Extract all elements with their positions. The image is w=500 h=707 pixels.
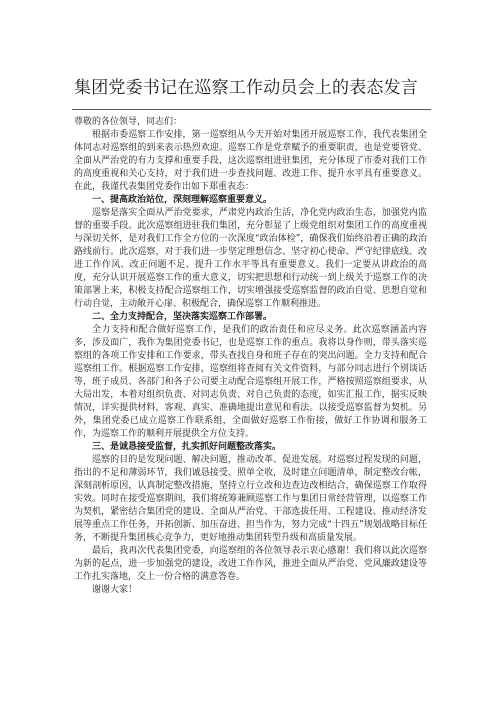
section-body-3: 巡察的目的是发现问题、解决问题，推动改革、促进发展。对巡察过程发现的问题，指出的不足和薄弱环节，我们诚恳接受、照单全收，及时建立问题清单，制定整改台帐，深刻剖析原因，认真制定整改措施，坚持立行立改和边查边改相结合，确保巡察工作取得实效。同时在接受巡察期间，我们将统筹兼顾巡察工作与集团日常经营管理，以巡察工作为契机，紧密结合集团党的建设、全面从严治党、干部选拔任用、工程建设、推动经济发展等重点工作任务，开拓创新、加压奋进、担当作为，努力完成“十四五”规划战略目标任务，不断提升集团核心竞争力，更好地推动集团转型升级和高质量发展。 (74, 455, 427, 543)
title-divider (72, 109, 431, 110)
conclusion-paragraph: 最后，我再次代表集团党委，向巡察组的各位领导表示衷心感谢！我们将以此次巡察为新的起点，进一步加强党的建设，改进工作作风，推进全面从严治党、党风廉政建设等工作扎实落地，交上一份合格的满意答卷。 (74, 546, 427, 582)
document-title: 集团党委书记在巡察工作动员会上的表态发言 (74, 78, 418, 98)
closing-line: 谢谢大家！ (92, 585, 138, 595)
section-body-1: 巡察是落实全面从严治党要求，严肃党内政治生活，净化党内政治生态，加强党内监督的重要手段。此次巡察组进驻我们集团，充分彰显了上级党组织对集团工作的高度重视与深切关怀，是对我们工作全方位的一次深度“政治体检”，确保我们始终沿着正确的政治路线前行。此次巡察，对于我们进一步坚定理想信念、坚守初心使命、严守纪律底线、改进工作作风、改正问题不足、提升工作水平等具有重要意义。我们一定要从讲政治的高度，充分认识开展巡察工作的重大意义，切实把思想和行动统一到上级关于巡察工作的决策部署上来，积极支持配合巡察组工作，切实增强接受巡察监督的政治自觉、思想自觉和行动自觉，主动敞开心扉、积极配合，确保巡察工作顺利推进。 (74, 208, 427, 309)
salutation: 尊敬的各位领导，同志们： (74, 117, 183, 127)
section-body-2: 全力支持和配合做好巡察工作，是我们的政治责任和应尽义务。此次巡察涵盖内容多，涉及面广，我作为集团党委书记，也是巡察工作的重点。我将以身作则，带头落实巡察组的各项工作安排和工作要求，带头查找自身和班子存在的突出问题。全力支持和配合巡察组工作。根据巡察工作安排，巡察组将查阅有关文件资料，与部分同志进行个别谈话等，班子成员、各部门和各子公司要主动配合巡察组开展工作，严格按照巡察组要求，从大局出发，本着对组织负责、对同志负责、对自己负责的态度，如实汇报工作，据实反映情况，详实提供材料，客观、真实、准确地提出意见和看法。以接受巡察监督为契机。另外，集团党委已成立巡察工作联系组，全面做好巡察工作衔接，做好工作协调和服务工作，为巡察工作的顺利开展提供全方位支持。 (74, 325, 427, 439)
section-heading-2: 二、全力支持配合，坚决落实巡察工作部署。 (92, 312, 273, 322)
intro-paragraph: 根据市委巡察工作安排，第一巡察组从今天开始对集团开展巡察工作，我代表集团全体同志对巡察组的到来表示热烈欢迎。巡察工作是党章赋予的重要职责，也是党要管党、全面从严治党的有力支撑和重要手段，这次巡察组进驻集团，充分体现了市委对我们工作的高度重视和关心支持，对于我们进一步查找问题、改进工作、提升水平具有重要意义。在此，我谨代表集团党委作出如下郑重表态： (74, 130, 427, 192)
section-heading-3: 三、是诚恳接受监督，扎实抓好问题整改落实。 (92, 442, 282, 452)
section-heading-1: 一、提高政治站位，深刻理解巡察重要意义。 (92, 195, 273, 205)
